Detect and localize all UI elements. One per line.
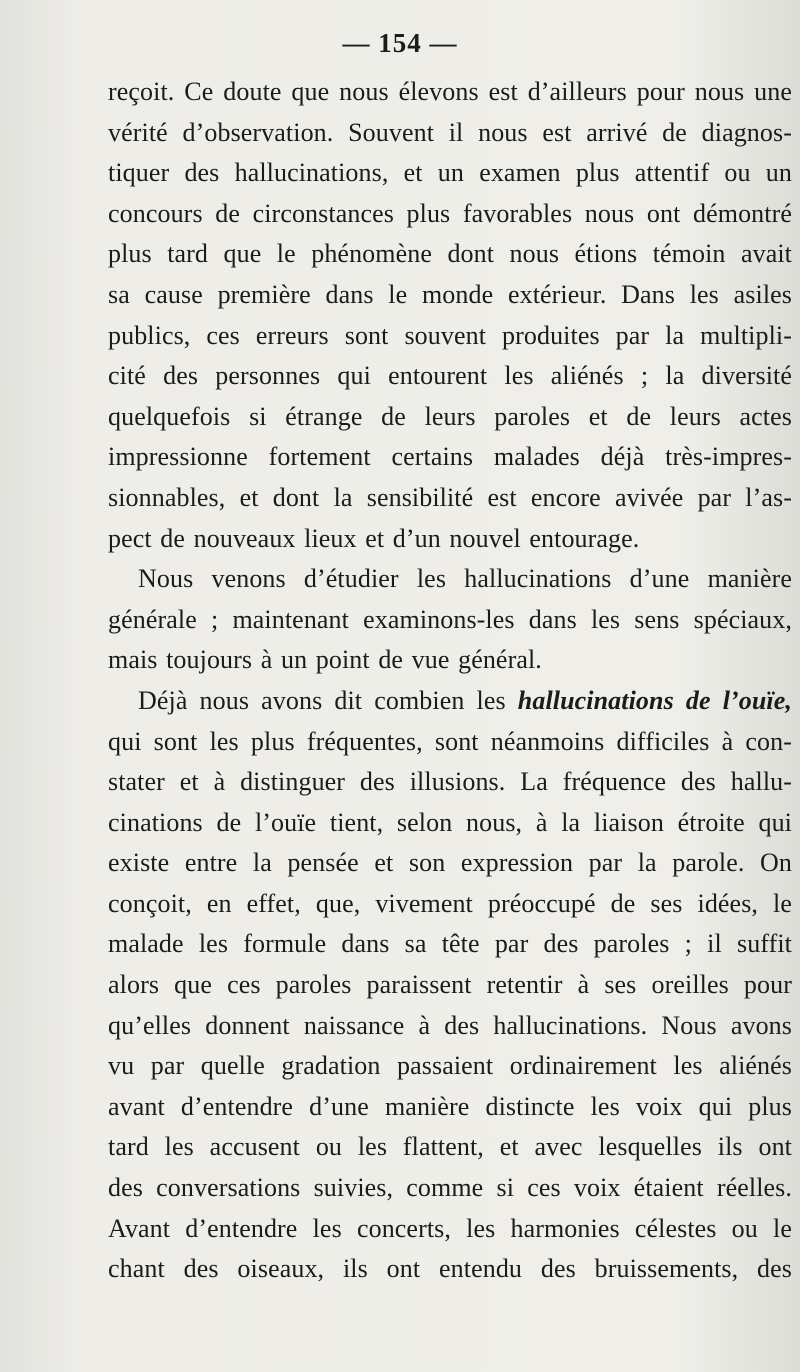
text-line: impressionne fortement certains malades déjà très-impres- xyxy=(108,442,792,472)
text-line: quelquefois si étrange de leurs paroles et de leurs actes xyxy=(108,401,792,431)
text-line: tard les accusent ou les flattent, et avec lesquelles ils ont xyxy=(108,1132,792,1162)
text-line: malade les formule dans sa tête par des paroles ; il suffit xyxy=(108,929,792,959)
text-line: conçoit, en effet, que, vivement préoccupé de ses idées, le xyxy=(108,888,792,918)
text-line: stater et à distinguer des illusions. La fréquence des hallu- xyxy=(108,767,792,797)
text-line: qui sont les plus fréquentes, sont néanmoins difficiles à con- xyxy=(108,726,792,756)
text-line: publics, ces erreurs sont souvent produites par la multipli- xyxy=(108,320,792,350)
text-line: Nous venons d’étudier les hallucinations d’une manière xyxy=(138,564,792,594)
body-text xyxy=(108,72,792,1290)
text-line: sa cause première dans le monde extérieur. Dans les asiles xyxy=(108,279,792,309)
text-line: générale ; maintenant examinons-les dans les sens spéciaux, xyxy=(108,604,792,634)
paragraph-1 xyxy=(108,72,792,559)
text-line: pect de nouveaux lieux et d’un nouvel entourage. xyxy=(108,523,640,553)
text-line: vérité d’observation. Souvent il nous est arrivé de diagnos- xyxy=(108,117,792,147)
text-line: sionnables, et dont la sensibilité est encore avivée par l’as- xyxy=(108,482,792,512)
text-line: mais toujours à un point de vue général. xyxy=(108,645,542,675)
text-line: tiquer des hallucinations, et un examen plus attentif ou un xyxy=(108,158,792,188)
italic-term: hallucinations de l’ouïe, xyxy=(517,685,792,715)
text-line: reçoit. Ce doute que nous élevons est d’ailleurs pour nous une xyxy=(108,77,792,106)
text-line: concours de circonstances plus favorables nous ont démontré xyxy=(108,198,792,228)
text-line: avant d’entendre d’une manière distincte les voix qui plus xyxy=(108,1091,792,1121)
page-number: — 154 — xyxy=(342,28,458,58)
text-line: existe entre la pensée et son expression par la parole. On xyxy=(108,848,792,878)
text-line: Avant d’entendre les concerts, les harmonies célestes ou le xyxy=(108,1213,792,1243)
text-line: cinations de l’ouïe tient, selon nous, à la liaison étroite qui xyxy=(108,807,792,837)
text-line: chant des oiseaux, ils ont entendu des bruissements, des xyxy=(108,1254,792,1284)
text-line: vu par quelle gradation passaient ordinairement les aliénés xyxy=(108,1051,792,1081)
line-prefix: Déjà nous avons dit combien les xyxy=(138,685,518,715)
text-line: des conversations suivies, comme si ces voix étaient réelles. xyxy=(108,1173,792,1203)
text-line: cité des personnes qui entourent les aliénés ; la diversité xyxy=(108,361,792,391)
text-line: alors que ces paroles paraissent retentir à ses oreilles pour xyxy=(108,970,792,1000)
text-line: qu’elles donnent naissance à des hallucinations. Nous avons xyxy=(108,1010,792,1040)
text-line: plus tard que le phénomène dont nous étions témoin avait xyxy=(108,239,792,269)
paragraph-3 xyxy=(108,681,792,1290)
text-line-with-italic xyxy=(108,681,792,722)
paragraph-2 xyxy=(108,559,792,681)
